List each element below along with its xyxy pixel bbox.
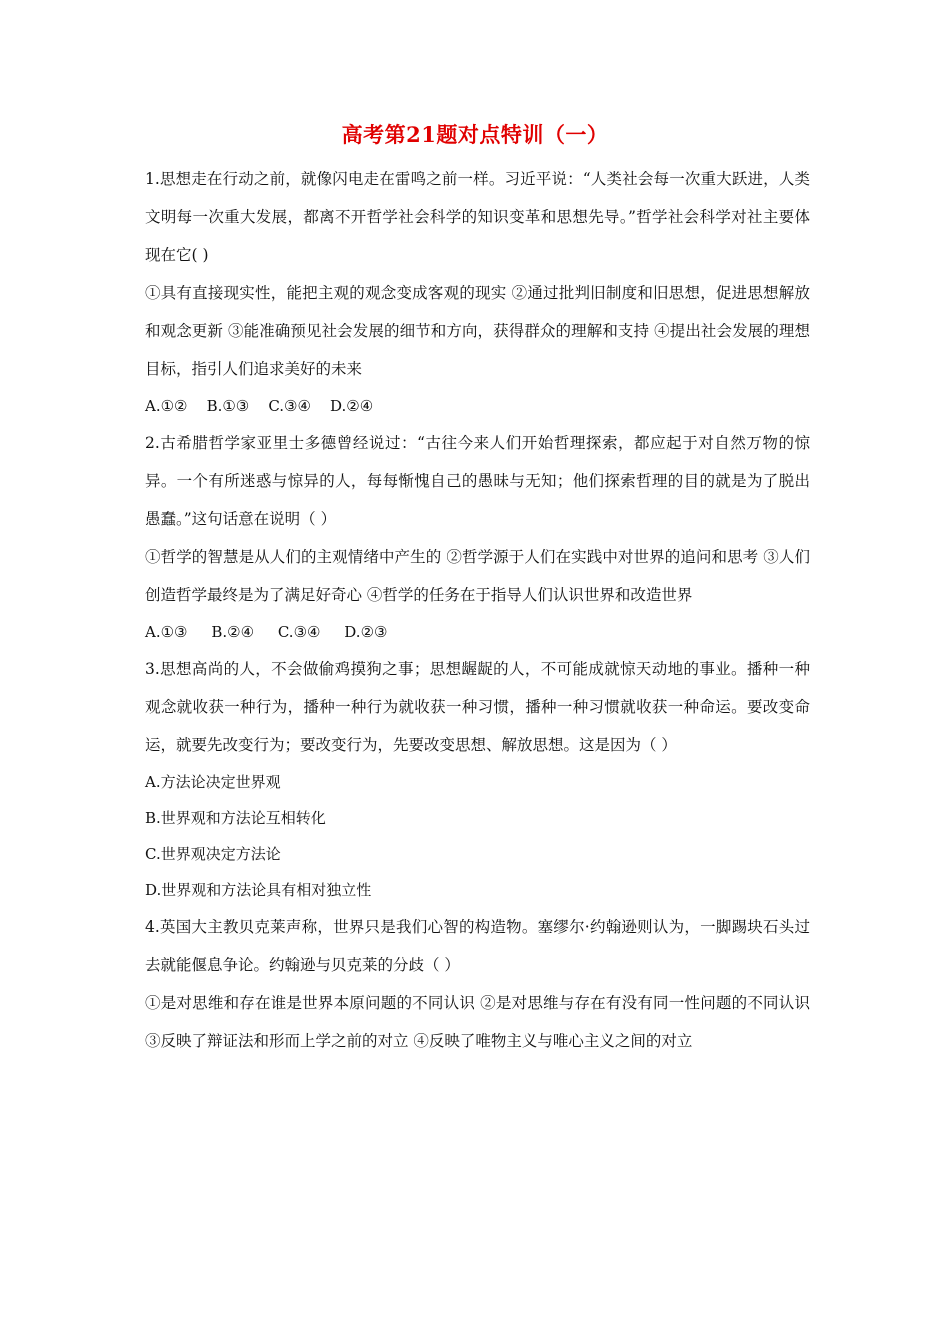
question-stem: 2.古希腊哲学家亚里士多德曾经说过：“古往今来人们开始哲理探索，都应起于对自然万物的惊异。一个有所迷惑与惊异的人，每每惭愧自己的愚昧与无知；他们探索哲理的目的就是为了脱出愚蠢。”这句话意在说明（ ） [145,434,810,528]
question-1 [145,160,810,424]
question-statements: ①是对思维和存在谁是世界本原问题的不同认识 ②是对思维与存在有没有同一性问题的不同认识 ③反映了辩证法和形而上学之前的对立 ④反映了唯物主义与唯心主义之间的对立 [145,994,810,1050]
choice-b: B.世界观和方法论互相转化 [145,809,326,827]
question-statements: ①哲学的智慧是从人们的主观情绪中产生的 ②哲学源于人们在实践中对世界的追问和思考 ③人们创造哲学最终是为了满足好奇心 ④哲学的任务在于指导人们认识世界和改造世界 [145,548,810,604]
choice-c: C.世界观决定方法论 [145,845,281,863]
question-list [145,160,810,1060]
question-4 [145,908,810,1060]
choice-d: D.世界观和方法论具有相对独立性 [145,881,372,899]
question-options: A.①③ B.②④ C.③④ D.②③ [145,623,388,641]
question-stem: 3.思想高尚的人，不会做偷鸡摸狗之事；思想龌龊的人，不可能成就惊天动地的事业。播种一种观念就收获一种行为，播种一种行为就收获一种习惯，播种一种习惯就收获一种命运。要改变命运，就要先改变行为；要改变行为，先要改变思想、解放思想。这是因为（ ） [145,660,810,754]
question-3 [145,650,810,908]
question-statements: ①具有直接现实性，能把主观的观念变成客观的现实 ②通过批判旧制度和旧思想，促进思想解放和观念更新 ③能准确预见社会发展的细节和方向，获得群众的理解和支持 ④提出社会发展的理想目标，指引人们追求美好的未来 [145,284,810,378]
question-stem: 1.思想走在行动之前，就像闪电走在雷鸣之前一样。习近平说：“人类社会每一次重大跃进，人类文明每一次重大发展，都离不开哲学社会科学的知识变革和思想先导。”哲学社会科学对社主要体现在它( ) [145,170,810,264]
page-title: 高考第21题对点特训（一） [341,122,609,147]
question-stem: 4.英国大主教贝克莱声称，世界只是我们心智的构造物。塞缪尔·约翰逊则认为，一脚踢块石头过去就能偃息争论。约翰逊与贝克莱的分歧（ ） [145,918,810,974]
choice-a: A.方法论决定世界观 [145,773,281,791]
question-options: A.①② B.①③ C.③④ D.②④ [145,397,374,415]
question-2 [145,424,810,650]
